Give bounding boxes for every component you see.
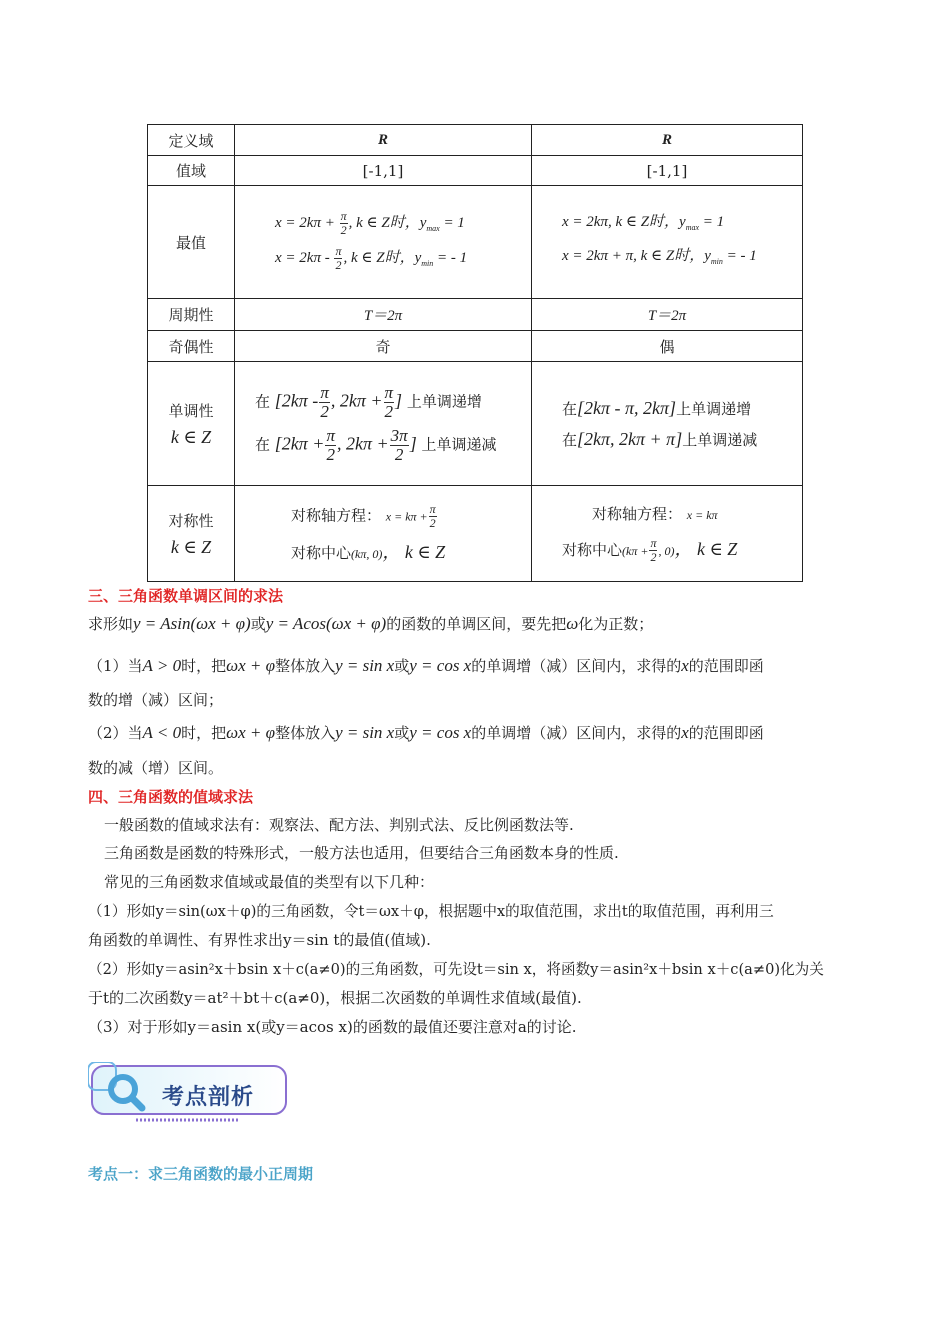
pi-over-2: $\frac{\pi}{2}$ [340, 209, 347, 238]
section-badge [88, 1062, 292, 1124]
sin-extremes: x = 2kπ + $\frac{\pi}{2}$ , k ∈ Z时，$y_{max} = 1$ x = 2kπ - $\frac{\pi}{2}$ , k ∈ Z时，$y_{min}$ = - 1 [235, 186, 532, 299]
cos-domain: R [532, 125, 803, 156]
pi-over-2: $\frac{\pi}{2}$ [320, 382, 329, 421]
sin-monotonicity: 在 [2kπ - $\frac{\pi}{2}$ , 2kπ + $\frac{\pi}{2}$ ] 上单调递增 在 [2kπ + $\frac{\pi}{2}$ , 2kπ + $\frac{3\pi}{2}$ ] 上单调递减 [235, 362, 532, 486]
cos-range: [-1,1] [532, 156, 803, 186]
sin-parity: 奇 [235, 331, 532, 362]
paragraph: 角函数的单调性、有界性求出y＝sin t的最值(值域). [88, 931, 431, 949]
sin-symmetry: 对称轴方程： x = kπ + $\frac{\pi}{2}$ 对称中心(kπ, 0)， k ∈ Z [235, 486, 532, 582]
table-row [148, 486, 803, 582]
subsection-heading: 考点一：求三角函数的最小正周期 [88, 1165, 314, 1183]
cos-symmetry: 对称轴方程： x = kπ 对称中心(kπ + $\frac{\pi}{2}$ , 0)， k ∈ Z [532, 486, 803, 582]
row-label: 奇偶性 [148, 331, 235, 362]
table-row [148, 299, 803, 331]
section-heading: 四、三角函数的值域求法 [88, 788, 254, 806]
row-label: 单调性 k ∈ Z [148, 362, 235, 486]
row-label: 最值 [148, 186, 235, 299]
paragraph: （2）形如y＝asin²x＋bsin x＋c(a≠0)的三角函数，可先设t＝sin x，将函数y＝asin²x＋bsin x＋c(a≠0)化为关 [88, 961, 824, 978]
sin-range: [-1,1] [235, 156, 532, 186]
three-pi-over-2: $\frac{3\pi}{2}$ [390, 425, 408, 464]
paragraph: 求形如y = Asin(ωx + φ)或y = Acos(ωx + φ)的函数的单调区间，要先把ω化为正数； [88, 614, 654, 633]
pi-over-2: $\frac{\pi}{2}$ [650, 536, 657, 565]
pi-over-2: $\frac{\pi}{2}$ [429, 502, 436, 530]
cos-monotonicity: 在[2kπ - π, 2kπ]上单调递增 在[2kπ, 2kπ + π]上单调递减 [532, 362, 803, 486]
cos-extremes: x = 2kπ, k ∈ Z时，$y_{max} = 1$ x = 2kπ + π, k ∈ Z时，$y_{min}$ = - 1 [532, 186, 803, 299]
sin-period: T＝2π [235, 299, 532, 331]
trig-properties-table [147, 124, 803, 582]
section-heading: 三、三角函数单调区间的求法 [88, 587, 284, 605]
row-label: 周期性 [148, 299, 235, 331]
pi-over-2: $\frac{\pi}{2}$ [326, 425, 335, 464]
paragraph: 一般函数的值域求法有：观察法、配方法、判别式法、反比例函数法等. [104, 816, 574, 834]
paragraph: 于t的二次函数y＝at²＋bt＋c(a≠0)，根据二次函数的单调性求值域(最值). [88, 989, 582, 1007]
badge-label: 考点剖析 [162, 1085, 255, 1110]
table-row [148, 331, 803, 362]
table-row [148, 362, 803, 486]
paragraph: 数的增（减）区间； [88, 691, 224, 709]
pi-over-2: $\frac{\pi}{2}$ [384, 382, 394, 421]
table-row [148, 125, 803, 156]
pi-over-2: $\frac{\pi}{2}$ [335, 244, 342, 272]
search-icon [106, 1072, 148, 1112]
paragraph: （2）当A < 0时，把ωx + φ整体放入y = sin x或y = cos x的单调增（减）区间内，求得的x的范围即函 [88, 723, 764, 742]
table-row [148, 186, 803, 299]
row-label: 值域 [148, 156, 235, 186]
paragraph: 三角函数是函数的特殊形式，一般方法也适用，但要结合三角函数本身的性质. [104, 844, 619, 862]
row-label: 定义域 [148, 125, 235, 156]
paragraph: 数的减（增）区间。 [88, 759, 224, 777]
paragraph: （3）对于形如y＝asin x(或y＝acos x)的函数的最值还要注意对a的讨论. [88, 1018, 577, 1036]
paragraph: 常见的三角函数求值域或最值的类型有以下几种： [104, 873, 435, 891]
row-label: 对称性 k ∈ Z [148, 486, 235, 582]
paragraph: （1）当A > 0时，把ωx + φ整体放入y = sin x或y = cos x的单调增（减）区间内，求得的x的范围即函 [88, 656, 764, 675]
paragraph: （1）形如y＝sin(ωx＋φ)的三角函数，令t＝ωx＋φ，根据题中x的取值范围，求出t的取值范围，再利用三 [88, 903, 774, 920]
cos-parity: 偶 [532, 331, 803, 362]
cos-period: T＝2π [532, 299, 803, 331]
sin-domain: R [235, 125, 532, 156]
table-row [148, 156, 803, 186]
